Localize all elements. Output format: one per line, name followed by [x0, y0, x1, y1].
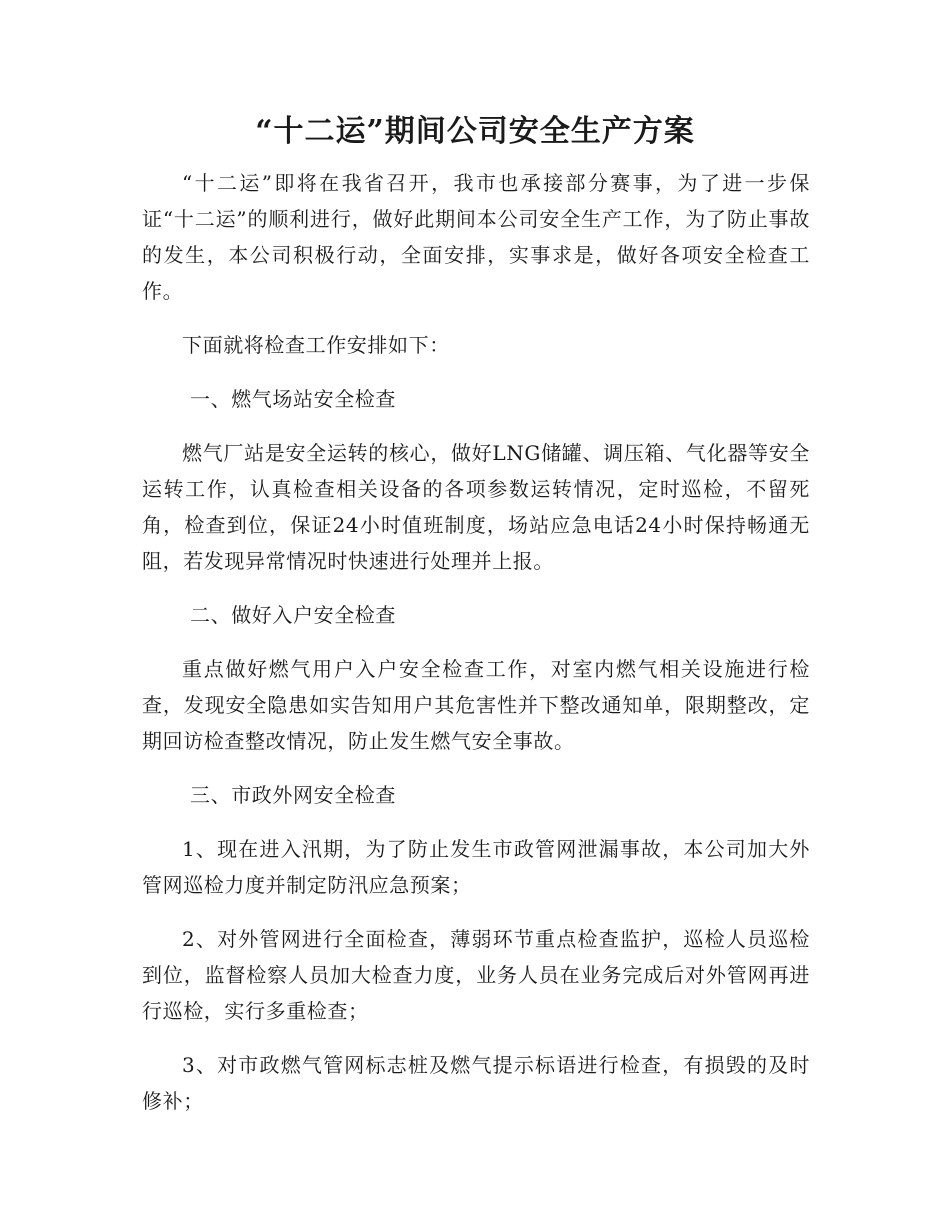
intro-paragraph: “十二运”即将在我省召开，我市也承接部分赛事，为了进一步保证“十二运”的顺利进行，做好此期间本公司安全生产工作，为了防止事故的发生，本公司积极行动，全面安排，实事求是，做好各项安全检查工作。	[142, 171, 810, 303]
document-body	[142, 165, 810, 1137]
section-heading-1: 一、燃气场站安全检查	[190, 387, 396, 411]
section-3-item-1: 1、现在进入汛期，为了防止发生市政管网泄漏事故，本公司加大外管网巡检力度并制定防汛应急预案；	[142, 837, 810, 897]
section-3-item-3: 3、对市政燃气管网标志桩及燃气提示标语进行检查，有损毁的及时修补；	[142, 1053, 810, 1113]
section-2-paragraph: 重点做好燃气用户入户安全检查工作，对室内燃气相关设施进行检查，发现安全隐患如实告知用户其危害性并下整改通知单，限期整改，定期回访检查整改情况，防止发生燃气安全事故。	[142, 657, 810, 753]
section-heading-2: 二、做好入户安全检查	[190, 603, 396, 627]
section-1-paragraph: 燃气厂站是安全运转的核心，做好LNG储罐、调压箱、气化器等安全运转工作，认真检查相关设备的各项参数运转情况，定时巡检，不留死角，检查到位，保证24小时值班制度，场站应急电话24小时保持畅通无阻，若发现异常情况时快速进行处理并上报。	[142, 441, 810, 573]
section-heading-3: 三、市政外网安全检查	[190, 783, 396, 807]
arrangement-intro: 下面就将检查工作安排如下：	[182, 333, 450, 357]
section-3-item-2: 2、对外管网进行全面检查，薄弱环节重点检查监护，巡检人员巡检到位，监督检察人员加大检查力度，业务人员在业务完成后对外管网再进行巡检，实行多重检查；	[142, 927, 810, 1023]
document-title: “十二运”期间公司安全生产方案	[255, 114, 695, 149]
